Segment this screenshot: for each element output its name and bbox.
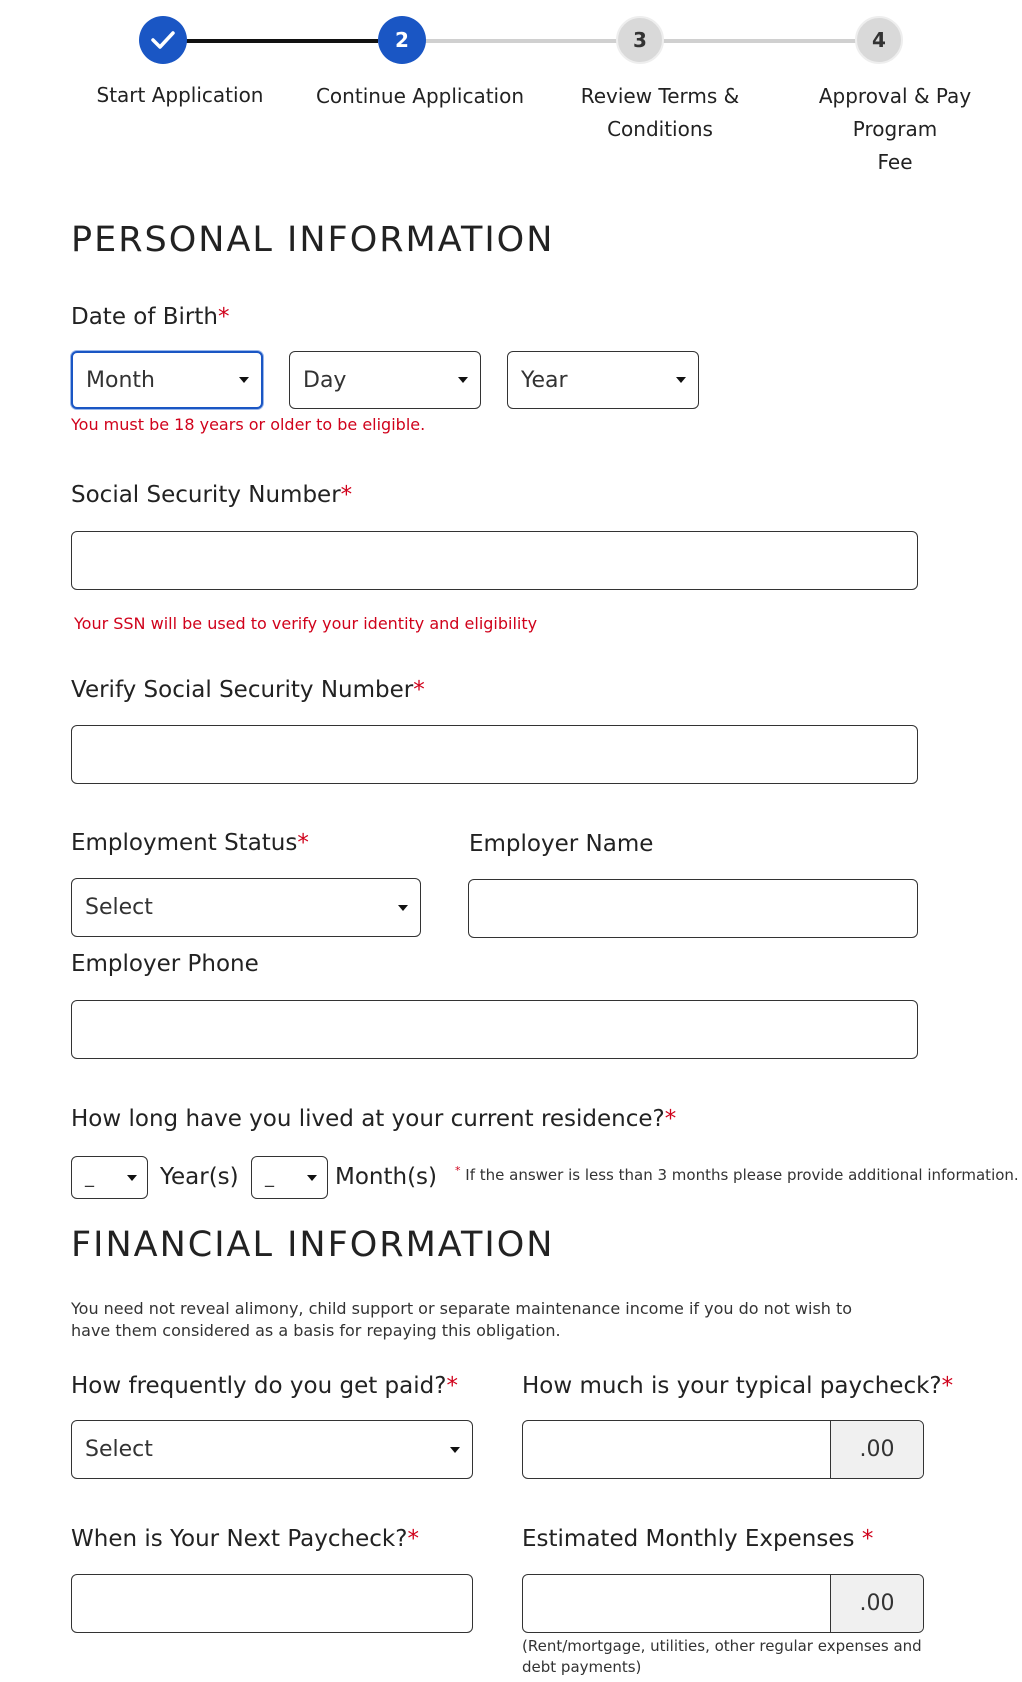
chevron-down-icon	[398, 905, 408, 911]
chevron-down-icon	[676, 377, 686, 383]
chevron-down-icon	[239, 377, 249, 383]
dob-year-select[interactable]: Year	[507, 351, 699, 409]
step-3-circle: 3	[616, 16, 664, 64]
residence-months-select[interactable]: _	[251, 1156, 328, 1199]
step-2-circle: 2	[378, 16, 426, 64]
chevron-down-icon	[450, 1447, 460, 1453]
pay-frequency-label: How frequently do you get paid?*	[71, 1373, 458, 1399]
financial-disclaimer: You need not reveal alimony, child support or separate maintenance income if you do not wish to have them considered as a basis for repaying this obligation.	[71, 1299, 853, 1340]
expenses-note: (Rent/mortgage, utilities, other regular expenses and debt payments)	[522, 1637, 922, 1676]
chevron-down-icon	[127, 1175, 137, 1181]
employer-phone-input[interactable]	[71, 1000, 918, 1059]
dob-month-select[interactable]: Month	[71, 351, 263, 409]
paycheck-suffix: .00	[830, 1421, 923, 1478]
next-paycheck-input-field[interactable]	[72, 1575, 472, 1632]
employment-status-label: Employment Status*	[71, 830, 309, 856]
employer-name-label: Employer Name	[469, 831, 654, 857]
next-paycheck-label: When is Your Next Paycheck?*	[71, 1526, 419, 1552]
employer-name-input[interactable]	[468, 879, 918, 938]
step-4-circle: 4	[855, 16, 903, 64]
residence-years-select[interactable]: _	[71, 1156, 148, 1199]
step-1-label: Start Application	[96, 83, 264, 107]
verify-ssn-input[interactable]	[71, 725, 918, 784]
dob-label: Date of Birth*	[71, 304, 230, 330]
chevron-down-icon	[307, 1175, 317, 1181]
residence-label: How long have you lived at your current residence?*	[71, 1106, 677, 1132]
monthly-expenses-input-field[interactable]	[523, 1575, 831, 1632]
employment-status-select[interactable]: Select	[71, 878, 421, 937]
monthly-expenses-input[interactable]	[522, 1574, 924, 1633]
step-3-label: Review Terms & Conditions	[580, 84, 740, 141]
checkmark-icon	[150, 30, 176, 50]
step-4-label: Approval & Pay Program Fee	[818, 84, 972, 174]
residence-note: * If the answer is less than 3 months please provide additional information.	[455, 1164, 1019, 1184]
employer-name-input-field[interactable]	[469, 880, 917, 937]
step-2-label: Continue Application	[315, 84, 525, 108]
ssn-note: Your SSN will be used to verify your identity and eligibility	[74, 614, 538, 633]
chevron-down-icon	[458, 377, 468, 383]
stepper-line-complete	[178, 39, 378, 43]
paycheck-amount-input-field[interactable]	[523, 1421, 831, 1478]
pay-frequency-select[interactable]: Select	[71, 1420, 473, 1479]
ssn-label: Social Security Number*	[71, 482, 353, 508]
ssn-input-field[interactable]	[72, 532, 917, 589]
step-1-circle	[139, 16, 187, 64]
financial-info-title: FINANCIAL INFORMATION	[71, 1225, 555, 1265]
verify-ssn-input-field[interactable]	[72, 726, 917, 783]
employer-phone-input-field[interactable]	[72, 1001, 917, 1058]
monthly-expenses-label: Estimated Monthly Expenses *	[522, 1526, 874, 1552]
next-paycheck-input[interactable]	[71, 1574, 473, 1633]
verify-ssn-label: Verify Social Security Number*	[71, 677, 425, 703]
dob-day-select[interactable]: Day	[289, 351, 481, 409]
residence-months-label: Month(s)	[335, 1164, 438, 1190]
paycheck-amount-label: How much is your typical paycheck?*	[522, 1373, 954, 1399]
expenses-suffix: .00	[830, 1575, 923, 1632]
residence-years-label: Year(s)	[160, 1164, 239, 1190]
ssn-input[interactable]	[71, 531, 918, 590]
employer-phone-label: Employer Phone	[71, 951, 259, 977]
personal-info-title: PERSONAL INFORMATION	[71, 220, 555, 260]
paycheck-amount-input[interactable]	[522, 1420, 924, 1479]
dob-error-message: You must be 18 years or older to be eligible.	[71, 415, 426, 434]
